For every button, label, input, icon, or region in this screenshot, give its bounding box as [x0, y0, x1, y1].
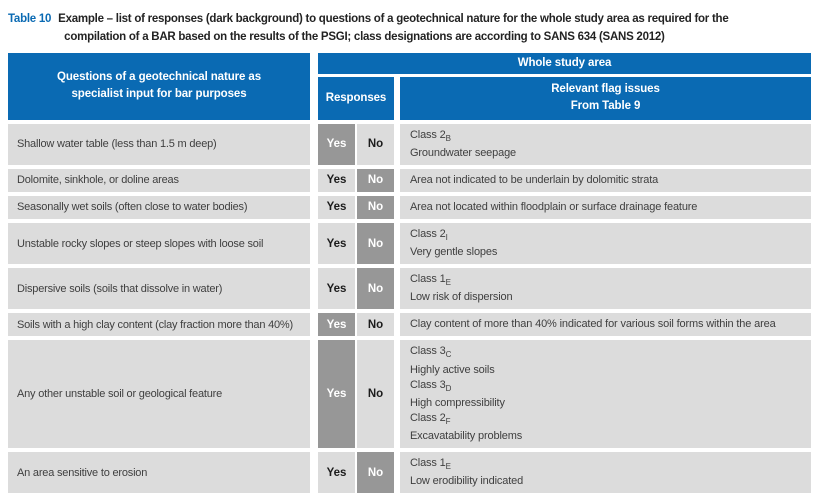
flag-line: Class $1_E$ — [410, 273, 451, 288]
flag-line: Class $3_D$ — [410, 378, 452, 393]
header-questions-cell — [8, 53, 310, 120]
class-subscript: E — [445, 462, 451, 472]
table-caption-text — [58, 10, 728, 47]
class-subscript: E — [445, 278, 451, 288]
flag-cell — [400, 196, 811, 219]
flag-line: Class $2_B$ — [410, 128, 451, 143]
header-study-area-group — [318, 53, 811, 120]
flag-cell — [400, 340, 811, 448]
flag-line: Class $2_I$ — [410, 227, 448, 243]
caption-line-2: compilation of a BAR based on the results of the PSGI; class designations are according to SANS 634 (SANS 2012) — [64, 31, 665, 44]
flag-line: Clay content of more than 40% indicated for various soil forms within the area — [410, 318, 776, 331]
question-cell: Dispersive soils (soils that dissolve in water) — [8, 268, 310, 309]
flag-line: Area not located within floodplain or surface drainage feature — [410, 200, 698, 213]
no-cell: No — [357, 268, 394, 309]
question-cell: Seasonally wet soils (often close to water bodies) — [8, 196, 310, 219]
table-header — [8, 53, 811, 120]
flag-cell — [400, 268, 811, 309]
yes-cell: Yes — [318, 268, 355, 309]
no-cell: No — [357, 313, 394, 336]
class-subscript: F — [445, 416, 451, 426]
no-cell: No — [357, 169, 394, 192]
flag-cell — [400, 452, 811, 493]
flag-cell — [400, 223, 811, 264]
header-flag-line-1: Relevant flag issues — [551, 83, 660, 96]
yes-cell: Yes — [318, 452, 355, 493]
flag-line: Area not indicated to be underlain by dolomitic strata — [410, 173, 659, 186]
no-cell: No — [357, 196, 394, 219]
table-body — [8, 124, 811, 493]
question-cell: Soils with a high clay content (clay fraction more than 40%) — [8, 313, 310, 336]
caption-line-1: Example – list of responses (dark background) to questions of a geotechnical nature for the whole study area as required for the — [58, 13, 729, 25]
flag-line: Excavatability problems — [410, 429, 523, 442]
question-cell: Any other unstable soil or geological feature — [8, 340, 310, 448]
table-row — [8, 169, 811, 192]
yes-cell: Yes — [318, 340, 355, 448]
no-cell: No — [357, 452, 394, 493]
header-flag-issues — [400, 77, 811, 120]
header-responses: Responses — [318, 77, 394, 120]
flag-line: High compressibility — [410, 396, 505, 409]
class-subscript: C — [445, 350, 452, 360]
yes-cell: Yes — [318, 124, 355, 165]
yes-cell: Yes — [318, 196, 355, 219]
question-cell: Unstable rocky slopes or steep slopes with loose soil — [8, 223, 310, 264]
flag-line: Very gentle slopes — [410, 246, 498, 259]
flag-cell — [400, 169, 811, 192]
flag-line: Low erodibility indicated — [410, 475, 524, 488]
flag-line: Highly active soils — [410, 363, 495, 376]
class-subscript: B — [445, 133, 451, 143]
table-row — [8, 340, 811, 448]
no-cell: No — [357, 340, 394, 448]
no-cell: No — [357, 223, 394, 264]
flag-line: Class $3_C$ — [410, 345, 452, 360]
question-cell: An area sensitive to erosion — [8, 452, 310, 493]
flag-line: Low risk of dispersion — [410, 291, 513, 304]
flag-cell — [400, 124, 811, 165]
geotechnical-table — [8, 53, 811, 493]
table-number: Table 10 — [8, 13, 52, 25]
no-cell: No — [357, 124, 394, 165]
class-subscript: I — [445, 233, 448, 243]
header-questions-line-2: specialist input for bar purposes — [71, 88, 247, 101]
flag-line: Class $2_F$ — [410, 411, 451, 426]
table-row — [8, 313, 811, 336]
question-cell: Dolomite, sinkhole, or doline areas — [8, 169, 310, 192]
class-subscript: D — [445, 383, 452, 393]
header-subrow — [318, 77, 811, 120]
question-cell: Shallow water table (less than 1.5 m deep) — [8, 124, 310, 165]
table-row — [8, 452, 811, 493]
yes-cell: Yes — [318, 223, 355, 264]
yes-cell: Yes — [318, 313, 355, 336]
flag-line: Class $1_E$ — [410, 456, 451, 472]
flag-line: Groundwater seepage — [410, 146, 517, 159]
header-whole-study-area: Whole study area — [318, 53, 811, 74]
table-row — [8, 268, 811, 309]
header-flag-line-2: From Table 9 — [570, 100, 641, 113]
yes-cell: Yes — [318, 169, 355, 192]
table-row — [8, 124, 811, 165]
flag-cell — [400, 313, 811, 336]
table-row — [8, 223, 811, 264]
table-row — [8, 196, 811, 219]
table-caption — [8, 10, 811, 47]
header-questions-line-1: Questions of a geotechnical nature as — [57, 71, 261, 84]
